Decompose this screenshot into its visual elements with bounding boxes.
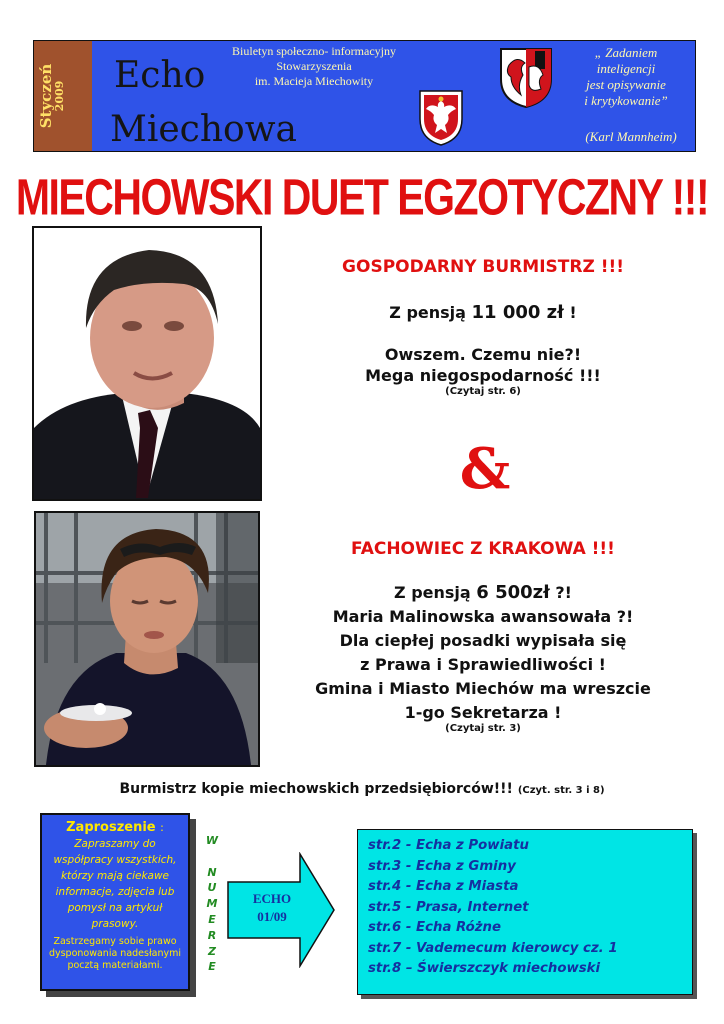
toc-item: str.2 - Echa z Powiatu	[368, 838, 529, 853]
vertical-letter	[205, 850, 219, 866]
issue-month: Styczeń	[37, 63, 55, 129]
toc-item: str.4 - Echa z Miasta	[368, 879, 519, 894]
secretary-photo	[34, 511, 260, 767]
motto-quote	[554, 45, 698, 109]
issue-date	[39, 46, 67, 146]
article-secretary	[268, 539, 698, 734]
table-of-contents	[357, 829, 693, 995]
article-secretary-line: 1-go Sekretarza !	[404, 703, 562, 722]
quote-author: (Karl Mannheim)	[585, 129, 677, 144]
quote-line: inteligencji	[596, 61, 656, 76]
issue-year: 2009	[53, 80, 66, 112]
article-mayor-heading: GOSPODARNY BURMISTRZ !!!	[342, 257, 624, 277]
mayor-photo	[32, 226, 262, 501]
article-mayor	[268, 257, 698, 397]
salary-prefix: Z pensją	[394, 583, 471, 602]
article-secretary-heading: FACHOWIEC Z KRAKOWA !!!	[351, 539, 615, 559]
article-secretary-line: Gmina i Miasto Miechów ma wreszcie	[315, 679, 651, 698]
article-mayor-salary	[268, 302, 698, 323]
invitation-title-colon: :	[160, 821, 164, 834]
invitation-title-text: Zaproszenie	[66, 820, 156, 835]
teaser-text: Burmistrz kopie miechowskich przedsiębiorców!!!	[119, 781, 513, 797]
bulletin-line: Biuletyn społeczno- informacyjny	[232, 44, 396, 58]
coat-of-arms-miechow-icon	[418, 89, 464, 147]
bulletin-line: im. Macieja Miechowity	[254, 74, 374, 88]
salary-suffix: ?!	[555, 583, 572, 602]
vertical-letter: Z	[208, 944, 216, 958]
issue-number-label	[236, 890, 308, 926]
toc-item: str.3 - Echa z Gminy	[368, 858, 516, 874]
vertical-letter: R	[207, 928, 217, 942]
bulletin-description	[214, 44, 414, 89]
vertical-letter: U	[207, 881, 217, 895]
invitation-box	[40, 813, 190, 991]
salary-suffix: !	[569, 303, 577, 322]
salary-prefix: Z pensją	[389, 303, 466, 322]
masthead-title-echo: Echo	[114, 55, 206, 96]
vertical-letter: W	[205, 834, 219, 847]
teaser-ref: (Czyt. str. 3 i 8)	[517, 785, 605, 796]
quote-line: „ Zadaniem	[594, 45, 658, 60]
teaser-line	[0, 781, 724, 797]
article-secretary-ref: (Czytaj str. 3)	[445, 723, 521, 734]
vertical-letter: E	[208, 960, 216, 974]
in-this-issue-vertical	[205, 834, 219, 976]
ampersand: &	[459, 436, 511, 502]
article-mayor-line: Owszem. Czemu nie?!	[384, 345, 582, 364]
bulletin-line: Stowarzyszenia	[276, 59, 352, 73]
issue-label-line: 01/09	[257, 909, 287, 924]
toc-item: str.7 - Vademecum kierowcy cz. 1	[368, 940, 618, 956]
vertical-letter: E	[208, 912, 216, 926]
main-headline: MIECHOWSKI DUET EGZOTYCZNY !!!	[15, 168, 709, 226]
issue-date-strip	[34, 41, 92, 151]
article-secretary-line: Dla ciepłej posadki wypisała się	[339, 631, 627, 650]
invitation-note: Zastrzegamy sobie prawo dysponowania nadesłanymi pocztą materiałami.	[48, 936, 182, 971]
vertical-letter: N	[207, 865, 217, 879]
quote-line: jest opisywanie	[586, 77, 666, 92]
vertical-letter: M	[206, 897, 218, 911]
invitation-title	[46, 820, 184, 835]
article-secretary-line: z Prawa i Sprawiedliwości !	[360, 655, 606, 674]
salary-amount: 11 000 zł	[471, 302, 564, 323]
salary-amount: 6 500zł	[476, 582, 550, 603]
masthead	[33, 40, 696, 152]
article-mayor-ref: (Czytaj str. 6)	[445, 386, 521, 397]
toc-item: str.6 - Echa Różne	[368, 920, 501, 935]
article-secretary-salary	[268, 582, 698, 603]
toc-item: str.8 – Świerszczyk miechowski	[368, 961, 601, 976]
article-mayor-line: Mega niegospodarność !!!	[365, 366, 601, 385]
quote-line: i krytykowanie”	[584, 93, 668, 108]
toc-item: str.5 - Prasa, Internet	[368, 899, 529, 915]
invitation-body: Zapraszamy do współpracy wszystkich, którzy mają ciekawe informacje, zdjęcia lub pomysł na artykuł prasowy.	[53, 838, 177, 930]
coat-of-arms-powiat-icon	[497, 45, 555, 109]
article-secretary-line: Maria Malinowska awansowała ?!	[332, 607, 634, 626]
masthead-title-miechowa: Miechowa	[110, 109, 297, 150]
issue-label-line: ECHO	[252, 891, 292, 906]
